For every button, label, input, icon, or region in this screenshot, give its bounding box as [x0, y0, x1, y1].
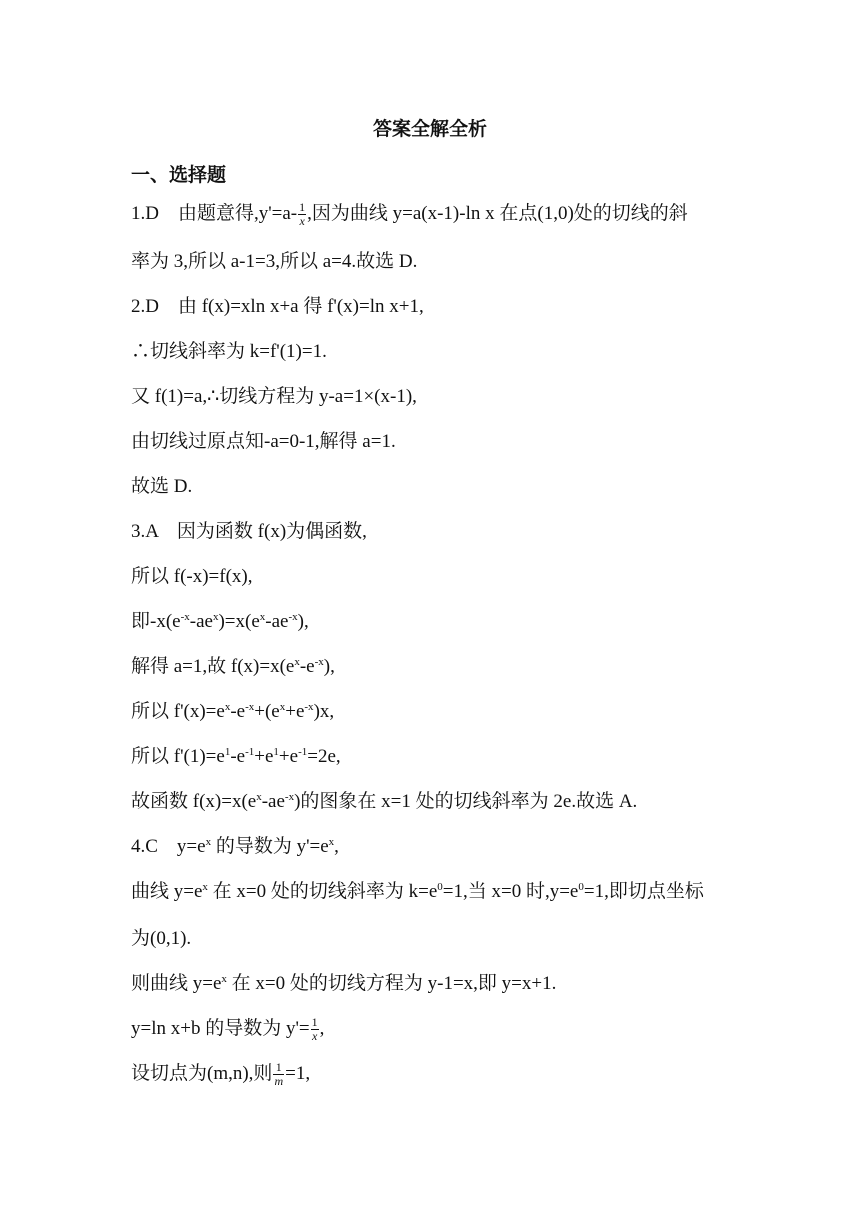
text-span: y=ln x+b 的导数为 y'=: [131, 1018, 310, 1039]
superscript: 1: [224, 746, 231, 758]
text-span: 即-x(e: [131, 611, 181, 632]
superscript: x: [224, 701, 231, 713]
text-line: [131, 789, 637, 815]
text-line: [131, 699, 334, 725]
fraction: [273, 1061, 284, 1088]
text-line: ∴切线斜率为 k=f'(1)=1.: [131, 341, 327, 362]
text-line: [131, 744, 341, 770]
text-span: ),: [323, 656, 335, 677]
fraction-numerator: 1: [299, 200, 306, 215]
text-span: 在 x=0 处的切线斜率为 k=e: [207, 881, 438, 902]
text-line: 所以 f(-x)=f(x),: [131, 566, 253, 587]
text-span: ,: [334, 836, 339, 857]
text-line: [131, 201, 688, 228]
section-heading: 一、选择题: [131, 164, 227, 186]
text-span: 所以 f'(x)=e: [131, 701, 225, 722]
superscript: x: [202, 881, 208, 893]
text-span: ,因为曲线 y=a(x-1)-ln x 在点(1,0)处的切线的斜: [307, 203, 688, 224]
fraction-numerator: 1: [273, 1061, 284, 1075]
text-line: [131, 1061, 310, 1088]
text-span: -ae: [265, 611, 289, 632]
superscript: -1: [245, 746, 255, 758]
superscript: x: [256, 791, 262, 803]
text-span: 所以 f'(1)=e: [131, 746, 225, 767]
text-line: [131, 971, 556, 997]
text-line: 由切线过原点知-a=0-1,解得 a=1.: [131, 431, 396, 452]
superscript: -1: [298, 746, 308, 758]
text-span: -ae: [189, 611, 213, 632]
text-span: +e: [278, 746, 299, 767]
text-span: ),: [297, 611, 309, 632]
superscript: x: [294, 656, 300, 668]
text-span: 则曲线 y=e: [131, 973, 222, 994]
superscript: 1: [273, 746, 279, 758]
text-span: -e: [230, 701, 246, 722]
superscript: x: [279, 701, 286, 713]
fraction: [298, 201, 306, 228]
text-line: 为(0,1).: [131, 928, 192, 949]
text-span: 故函数 f(x)=x(e: [131, 791, 257, 812]
text-span: =1,当 x=0 时,y=e: [442, 881, 579, 902]
fraction: [311, 1016, 319, 1043]
text-span: +e: [254, 746, 274, 767]
text-span: 在 x=0 处的切线方程为 y-1=x,即 y=x+1.: [226, 973, 557, 994]
text-span: 曲线 y=e: [131, 881, 203, 902]
text-span: +e: [285, 701, 305, 722]
text-span: =2e,: [307, 746, 341, 767]
superscript: -x: [245, 701, 255, 713]
text-line: [131, 834, 339, 860]
text-line: [131, 1016, 324, 1043]
text-span: 的导数为 y'=e: [211, 836, 329, 857]
fraction-denominator: m: [274, 1074, 284, 1089]
superscript: -x: [314, 656, 324, 668]
superscript: -x: [288, 611, 298, 623]
text-line: [131, 879, 704, 905]
superscript: x: [221, 973, 227, 985]
text-span: ,: [319, 1018, 325, 1039]
superscript: 0: [578, 881, 584, 893]
text-span: 设切点为(m,n),则: [131, 1063, 273, 1084]
text-span: 解得 a=1,故 f(x)=x(e: [131, 656, 295, 677]
text-line: 2.D 由 f(x)=xln x+a 得 f'(x)=ln x+1,: [131, 296, 424, 317]
superscript: -x: [180, 611, 190, 623]
superscript: x: [212, 611, 219, 623]
text-span: -ae: [261, 791, 285, 812]
text-span: )x,: [313, 701, 335, 722]
text-span: -e: [299, 656, 315, 677]
superscript: x: [259, 611, 266, 623]
fraction-numerator: 1: [311, 1015, 318, 1030]
text-span: +(e: [254, 701, 280, 722]
text-span: -e: [230, 746, 246, 767]
text-line: 又 f(1)=a,∴切线方程为 y-a=1×(x-1),: [131, 386, 417, 407]
superscript: x: [328, 836, 335, 848]
superscript: -x: [304, 701, 314, 713]
text-line: 3.A 因为函数 f(x)为偶函数,: [131, 521, 367, 542]
text-span: )的图象在 x=1 处的切线斜率为 2e.故选 A.: [294, 791, 638, 812]
text-span: 4.C y=e: [131, 836, 206, 857]
text-span: )=x(e: [218, 611, 260, 632]
text-line: [131, 609, 309, 635]
page-title: 答案全解全析: [372, 118, 487, 140]
text-span: =1,即切点坐标: [583, 881, 704, 902]
text-line: 故选 D.: [131, 476, 193, 497]
text-span: =1,: [285, 1063, 311, 1084]
fraction-denominator: x: [299, 214, 305, 229]
fraction-denominator: x: [311, 1029, 318, 1044]
superscript: x: [205, 836, 212, 848]
text-line: [131, 654, 335, 680]
text-line: 率为 3,所以 a-1=3,所以 a=4.故选 D.: [131, 251, 418, 272]
superscript: 0: [437, 881, 443, 893]
text-span: 1.D 由题意得,y'=a-: [131, 203, 298, 224]
superscript: -x: [284, 791, 295, 803]
